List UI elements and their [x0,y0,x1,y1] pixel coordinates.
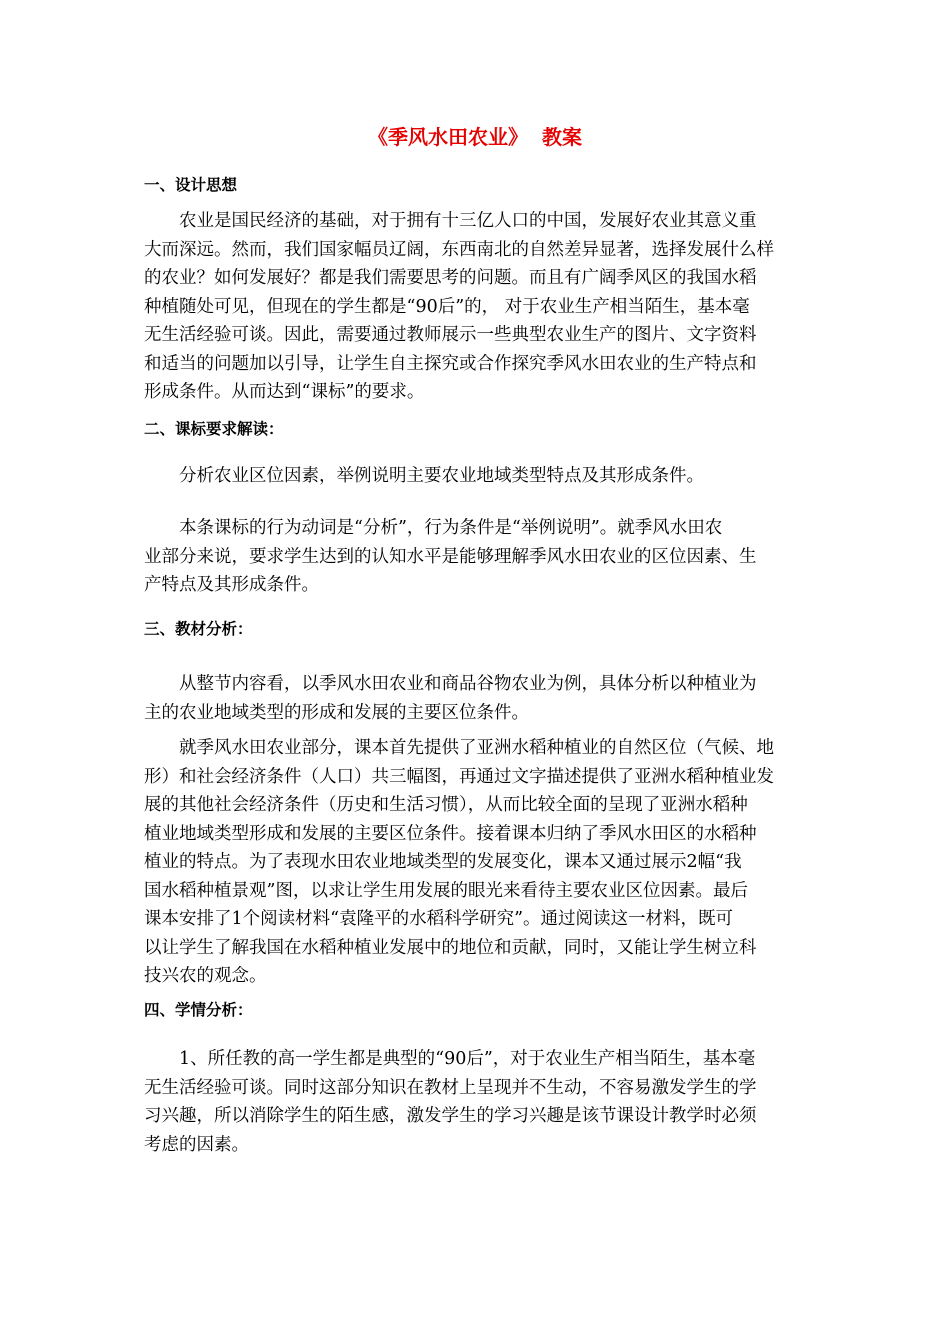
paragraph-line: 国水稻种植景观”图，以求让学生用发展的眼光来看待主要农业区位因素。最后 [144,880,748,901]
paragraph-line: 以让学生了解我国在水稻种植业发展中的地位和贡献，同时，又能让学生树立科 [144,937,757,958]
paragraph-line: 的农业？如何发展好？都是我们需要思考的问题。而且有广阔季风区的我国水稻 [144,268,757,288]
paragraph-line: 植业地域类型形成和发展的主要区位条件。接着课本归纳了季风水田区的水稻种 [144,823,757,844]
paragraph-line: 形成条件。从而达到“课标”的要求。 [144,382,425,402]
paragraph-line: 1、所任教的高一学生都是典型的“90后”，对于农业生产相当陌生，基本毫 [179,1049,756,1069]
paragraph-line: 从整节内容看，以季风水田农业和商品谷物农业为例，具体分析以种植业为 [179,674,757,694]
section-heading-textbook: 三、教材分析： [144,620,253,638]
paragraph-textbook-overview [144,670,808,727]
paragraph-line: 习兴趣，所以消除学生的陌生感，激发学生的学习兴趣是该节课设计教学时必须 [144,1106,757,1126]
paragraph-line: 课本安排了1个阅读材料“袁隆平的水稻科学研究”。通过阅读这一材料，既可 [144,909,734,929]
paragraph-textbook-detail [144,734,808,991]
paragraph-line: 分析农业区位因素，举例说明主要农业地域类型特点及其形成条件。 [179,466,704,486]
paragraph-line: 本条课标的行为动词是“分析”，行为条件是“举例说明”。就季风水田农 [179,518,723,538]
document-title: 《季风水田农业》 教案 [368,125,582,149]
paragraph-line: 就季风水田农业部分，课本首先提供了亚洲水稻种植业的自然区位（气候、地 [179,738,774,758]
section-heading-learner: 四、学情分析： [144,1001,253,1019]
paragraph-curriculum-interpretation [144,514,808,600]
paragraph-line: 和适当的问题加以引导，让学生自主探究或合作探究季风水田农业的生产特点和 [144,353,757,374]
paragraph-curriculum-standard [144,462,808,491]
paragraph-learner-analysis [144,1045,808,1159]
paragraph-line: 种植随处可见，但现在的学生都是“90后”的， 对于农业生产相当陌生，基本毫 [144,296,750,317]
paragraph-design-idea [144,207,808,407]
paragraph-line: 无生活经验可谈。同时这部分知识在教材上呈现并不生动，不容易激发学生的学 [144,1077,757,1098]
paragraph-line: 业部分来说，要求学生达到的认知水平是能够理解季风水田农业的区位因素、生 [144,546,757,567]
section-heading-design-idea: 一、设计思想 [144,176,238,194]
paragraph-line: 无生活经验可谈。因此，需要通过教师展示一些典型农业生产的图片、文字资料 [144,325,757,345]
paragraph-line: 考虑的因素。 [144,1134,249,1155]
paragraph-line: 形）和社会经济条件（人口）共三幅图，再通过文字描述提供了亚洲水稻种植业发 [144,766,774,787]
paragraph-line: 主的农业地域类型的形成和发展的主要区位条件。 [144,702,529,723]
paragraph-line: 产特点及其形成条件。 [144,575,319,595]
paragraph-line: 农业是国民经济的基础，对于拥有十三亿人口的中国，发展好农业其意义重 [179,211,757,231]
paragraph-line: 技兴农的观念。 [144,966,267,986]
paragraph-line: 大而深远。然而，我们国家幅员辽阔，东西南北的自然差异显著，选择发展什么样 [144,239,774,260]
section-heading-curriculum: 二、课标要求解读： [144,420,284,438]
paragraph-line: 展的其他社会经济条件（历史和生活习惯），从而比较全面的呈现了亚洲水稻种 [144,795,748,815]
paragraph-line: 植业的特点。为了表现水田农业地域类型的发展变化，课本又通过展示2幅“我 [144,852,742,872]
